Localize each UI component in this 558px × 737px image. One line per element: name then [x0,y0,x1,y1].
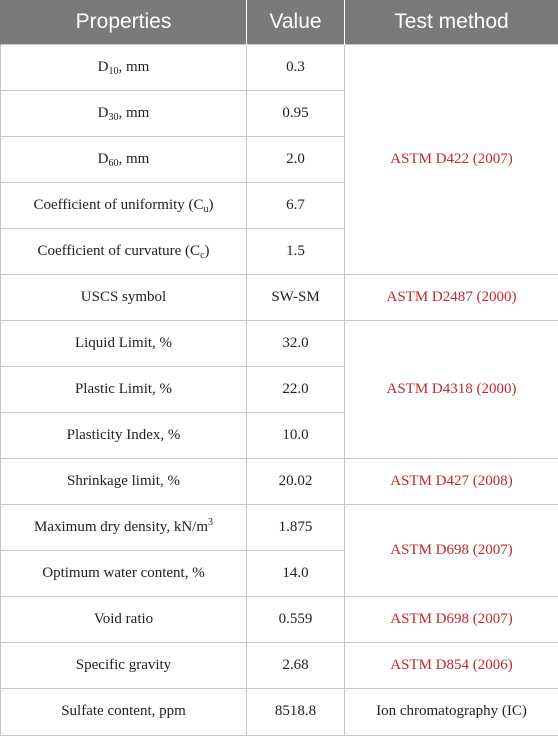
header-row [1,0,558,44]
method-cell: ASTM D698 (2007) [345,504,558,596]
header-value: Value [247,0,345,44]
method-cell: ASTM D422 (2007) [345,44,558,274]
table-row [1,688,558,735]
method-cell: ASTM D427 (2008) [345,458,558,504]
property-cu: Coefficient of uniformity $(C_u)$ [1,182,247,228]
value-cell: 6.7 [247,182,345,228]
property-cell: Optimum water content, % [1,550,247,596]
table-header [1,0,558,44]
value-cell: 32.0 [247,320,345,366]
method-cell: ASTM D698 (2007) [345,596,558,642]
method-cell: Ion chromatography (IC) [345,688,558,735]
method-cell: ASTM D2487 (2000) [345,274,558,320]
property-cell: Sulfate content, ppm [1,688,247,735]
value-cell: 10.0 [247,412,345,458]
table-row [1,320,558,366]
property-d60: $D_{60}$, mm [1,136,247,182]
property-d30: $D_{30}$, mm [1,90,247,136]
value-cell: 2.68 [247,642,345,688]
header-test-method: Test method [345,0,558,44]
value-cell: 0.95 [247,90,345,136]
value-cell: SW-SM [247,274,345,320]
table-body [1,44,558,735]
property-max-dry-density: Maximum dry density, $kN/m^3$ [1,504,247,550]
table-row [1,504,558,550]
table-row [1,274,558,320]
table-row [1,642,558,688]
value-cell: 22.0 [247,366,345,412]
property-cell: Specific gravity [1,642,247,688]
property-cell: Shrinkage limit, % [1,458,247,504]
value-cell: 1.875 [247,504,345,550]
value-cell: 14.0 [247,550,345,596]
table-row [1,458,558,504]
property-cell: Liquid Limit, % [1,320,247,366]
property-cc: Coefficient of curvature $(C_c)$ [1,228,247,274]
value-cell: 2.0 [247,136,345,182]
property-cell: Plastic Limit, % [1,366,247,412]
header-properties: Properties [1,0,247,44]
property-d10: $D_{10}$, mm [1,44,247,90]
table-row [1,44,558,90]
value-cell: 8518.8 [247,688,345,735]
value-cell: 0.3 [247,44,345,90]
table-row [1,596,558,642]
property-cell: USCS symbol [1,274,247,320]
value-cell: 0.559 [247,596,345,642]
value-cell: 1.5 [247,228,345,274]
property-cell: Void ratio [1,596,247,642]
value-cell: 20.02 [247,458,345,504]
property-cell: Plasticity Index, % [1,412,247,458]
method-cell: ASTM D854 (2006) [345,642,558,688]
method-cell: ASTM D4318 (2000) [345,320,558,458]
